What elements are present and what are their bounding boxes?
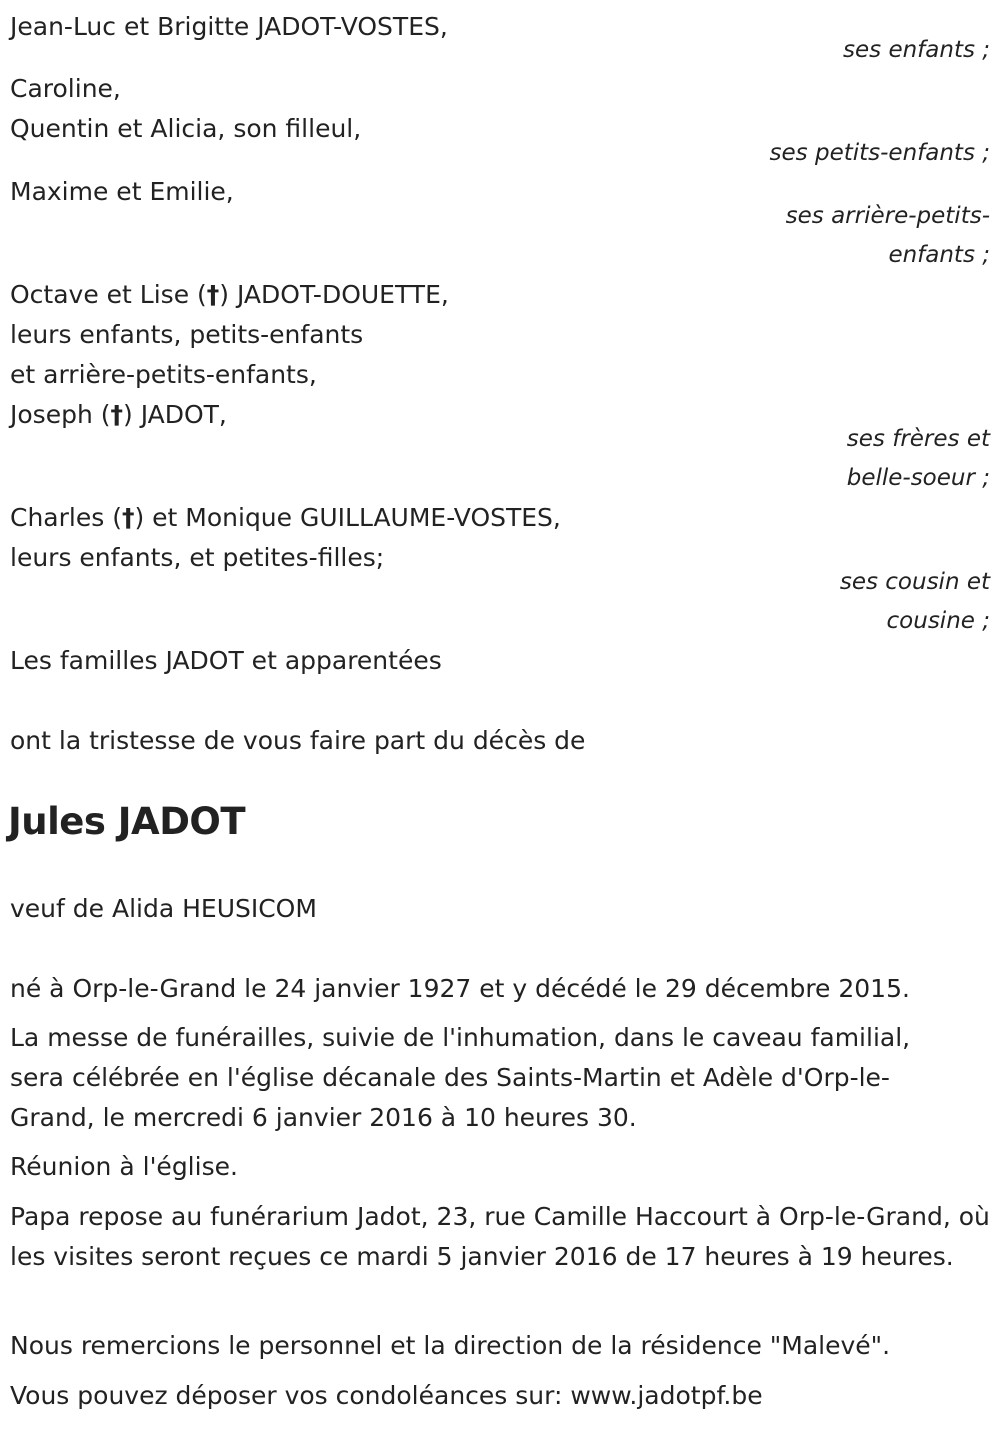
siblings-line-4	[10, 400, 227, 430]
birth-death-paragraph: né à Orp-le-Grand le 24 janvier 1927 et y décédé le 29 décembre 2015.	[10, 974, 910, 1003]
announcement: ont la tristesse de vous faire part du décès de	[10, 726, 586, 755]
siblings-line-3: et arrière-petits-enfants,	[10, 360, 317, 389]
siblings-relation-line-1: ses frères et	[846, 426, 990, 452]
cousins-line-2: leurs enfants, et petites-filles;	[10, 543, 385, 572]
siblings-line-4-post: ) JADOT,	[123, 400, 227, 429]
children-relation: ses enfants ;	[843, 37, 990, 63]
grandchildren-relation: ses petits-enfants ;	[769, 140, 990, 166]
families-line: Les familles JADOT et apparentées	[10, 646, 442, 675]
grandchildren-line-2: Quentin et Alicia, son filleul,	[10, 114, 362, 143]
great-grandchildren-relation-line-2: enfants ;	[888, 242, 990, 268]
cousins-line-1	[10, 503, 561, 533]
siblings-line-4-pre: Joseph (	[10, 400, 111, 429]
cross-icon: †	[206, 280, 220, 309]
widower-of: veuf de Alida HEUSICOM	[10, 894, 317, 923]
cross-icon: †	[121, 503, 135, 532]
cousins-relation-line-2: cousine ;	[886, 608, 990, 634]
meeting-paragraph: Réunion à l'église.	[10, 1152, 238, 1181]
visits-paragraph: Papa repose au funérarium Jadot, 23, rue Camille Haccourt à Orp-le-Grand, où les visites seront reçues ce mardi 5 janvier 2016 de 17 heures à 19 heures.	[10, 1202, 990, 1271]
great-grandchildren-relation-line-1: ses arrière-petits-	[785, 203, 990, 229]
children-names: Jean-Luc et Brigitte JADOT-VOSTES,	[10, 12, 448, 41]
siblings-line-1-pre: Octave et Lise (	[10, 280, 207, 309]
deceased-name: Jules JADOT	[8, 800, 246, 843]
cousins-line-1-pre: Charles (	[10, 503, 122, 532]
siblings-line-1-post: ) JADOT-DOUETTE,	[219, 280, 449, 309]
funeral-paragraph: La messe de funérailles, suivie de l'inhumation, dans le caveau familial, sera célébrée en l'église décanale des Saints-Martin et Adèle d'Orp-le-Grand, le mercredi 6 janvier 2016 à 10 heures 30.	[10, 1023, 911, 1132]
cousins-relation-line-1: ses cousin et	[839, 569, 990, 595]
cross-icon: †	[110, 400, 123, 429]
cousins-line-1-post: ) et Monique GUILLAUME-VOSTES,	[134, 503, 561, 532]
siblings-relation-line-2: belle-soeur ;	[846, 465, 990, 491]
great-grandchildren-names: Maxime et Emilie,	[10, 177, 234, 206]
condolences-paragraph: Vous pouvez déposer vos condoléances sur: www.jadotpf.be	[10, 1381, 763, 1410]
thanks-paragraph: Nous remercions le personnel et la direction de la résidence "Malevé".	[10, 1331, 891, 1360]
grandchildren-line-1: Caroline,	[10, 74, 121, 103]
siblings-line-1	[10, 280, 449, 310]
siblings-line-2: leurs enfants, petits-enfants	[10, 320, 364, 349]
